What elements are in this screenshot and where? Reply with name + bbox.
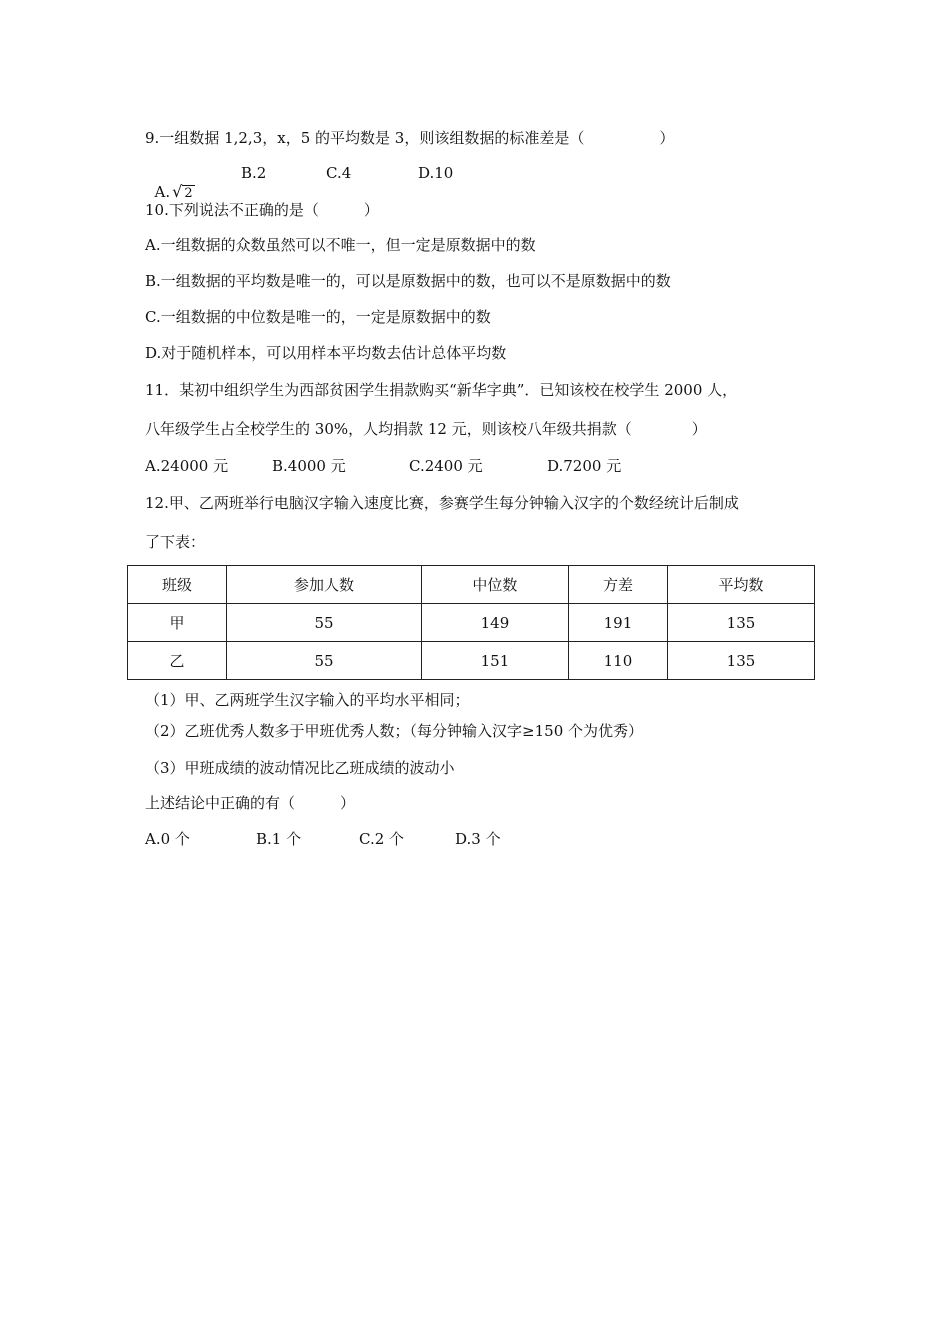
q12-statement-3: （3）甲班成绩的波动情况比乙班成绩的波动小 [145,759,455,777]
q9-option-a [145,162,195,202]
q11-stem-line1: 11．某初中组织学生为西部贫困学生捐款购买“新华字典”．已知该校在校学生 2000 人， [145,381,738,399]
q11-option-c: C.2400 元 [409,457,483,475]
table-header-cell: 平均数 [667,566,814,604]
q11-option-a: A.24000 元 [145,457,229,475]
table-header-cell: 中位数 [421,566,568,604]
q12-stem-line1: 12.甲、乙两班举行电脑汉字输入速度比赛，参赛学生每分钟输入汉字的个数经统计后制成 [145,494,739,512]
table-cell: 135 [667,642,814,680]
q12-statement-1: （1）甲、乙两班学生汉字输入的平均水平相同； [145,691,470,709]
q12-stem-line2: 了下表： [145,533,206,551]
table-header-cell: 方差 [568,566,667,604]
q12-option-c: C.2 个 [359,830,405,848]
q12-option-b: B.1 个 [256,830,302,848]
table-header-row [128,566,815,604]
table-row [128,642,815,680]
q9-option-c: C.4 [326,164,352,182]
q9-option-b: B.2 [241,164,267,182]
stats-table [127,565,815,680]
table-row [128,604,815,642]
q12-question: 上述结论中正确的有（ ） [145,794,356,812]
q12-statement-2: （2）乙班优秀人数多于甲班优秀人数；（每分钟输入汉字≥150 个为优秀） [145,722,644,740]
q9-option-a-prefix: A. [154,183,171,201]
q10-option-a: A.一组数据的众数虽然可以不唯一，但一定是原数据中的数 [145,236,536,254]
q10-option-d: D.对于随机样本，可以用样本平均数去估计总体平均数 [145,344,507,362]
table-cell: 135 [667,604,814,642]
table-cell: 110 [568,642,667,680]
q12-option-a: A.0 个 [145,830,190,848]
q10-option-b: B.一组数据的平均数是唯一的，可以是原数据中的数，也可以不是原数据中的数 [145,272,671,290]
q10-option-c: C.一组数据的中位数是唯一的，一定是原数据中的数 [145,308,491,326]
table-cell: 151 [421,642,568,680]
q11-option-b: B.4000 元 [272,457,346,475]
q9-option-a-radicand: 2 [184,186,193,201]
table-cell: 55 [227,604,422,642]
table-header-cell: 参加人数 [227,566,422,604]
table-header-cell: 班级 [128,566,227,604]
q11-option-d: D.7200 元 [547,457,622,475]
table-cell: 乙 [128,642,227,680]
q9-stem: 9.一组数据 1,2,3，x，5 的平均数是 3，则该组数据的标准差是（ ） [145,129,675,147]
sqrt-symbol: √ 2 [172,182,193,201]
q9-option-d: D.10 [418,164,454,182]
table-cell: 55 [227,642,422,680]
table-cell: 甲 [128,604,227,642]
q12-option-d: D.3 个 [455,830,501,848]
table-cell: 149 [421,604,568,642]
q10-stem: 10.下列说法不正确的是（ ） [145,201,379,219]
table-cell: 191 [568,604,667,642]
q11-stem-line2: 八年级学生占全校学生的 30%，人均捐款 12 元，则该校八年级共捐款（ ） [145,420,707,438]
